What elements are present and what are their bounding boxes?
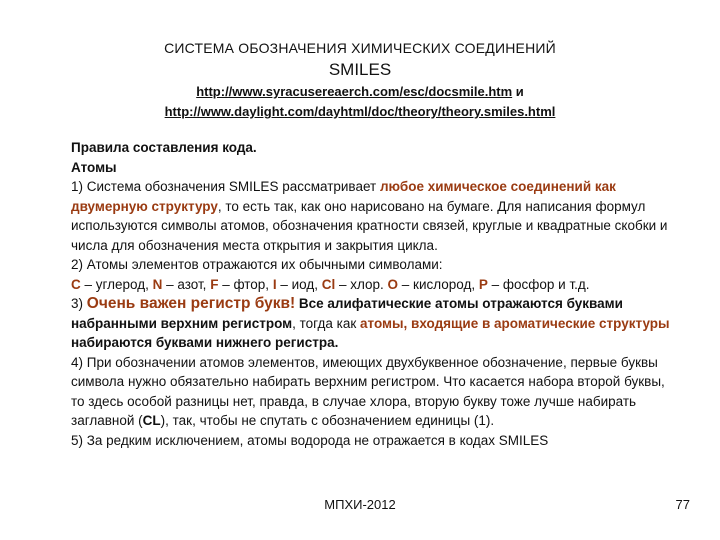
reference-links <box>0 82 720 122</box>
symbol-c-text: – углерод, <box>80 276 153 292</box>
rule-1-text-a: 1) Система обозначения SMILES рассматривает <box>71 179 380 194</box>
rule-4-text-a: 4) При обозначении атомов элементов, имеющих двухбуквенное обозначение, первые буквы символа нужно обязательно набирать верхним регистром. Что касается набора второй буквы, то здесь особой разницы нет, правда, в случае хлора, вторую букву тоже лучше набирать заглавной ( <box>71 354 665 428</box>
link-row-1 <box>0 82 720 102</box>
symbol-n: N <box>152 276 163 292</box>
rule-4 <box>71 353 671 431</box>
slide-body <box>71 138 671 450</box>
rule-4-cl: CL <box>142 413 161 428</box>
symbol-p: P <box>478 276 488 292</box>
symbol-n-text: – азот, <box>162 276 211 292</box>
symbol-i: I <box>272 276 277 292</box>
rule-3-number: 3) <box>71 296 87 311</box>
symbol-cl-text: – хлор. <box>335 276 388 292</box>
rule-3-bold-1: Все алифатические атомы отражаются буквами набранными верхним регистром <box>71 296 623 331</box>
symbol-o-text: – кислород, <box>398 276 479 292</box>
symbol-f: F <box>210 276 219 292</box>
symbol-c: C <box>71 276 81 292</box>
rule-2 <box>71 255 671 294</box>
rule-1-text-c: , то есть так, как оно нарисовано на бумаге. Для написания формул используются символы атомов, обозначения кратности связей, круглые и квадратные скобки и числа для обозначения места открытия и закрытия цикла. <box>71 198 668 253</box>
syracuse-link[interactable]: http://www.syracusereaerch.com/esc/docsmile.htm <box>196 84 513 99</box>
rule-1-highlight: любое химическое соединений как двумерную структуру <box>71 179 616 214</box>
atoms-heading: Атомы <box>71 159 117 175</box>
rule-3 <box>71 294 671 353</box>
rule-1 <box>71 177 671 255</box>
footer-label: МПХИ-2012 <box>324 497 396 512</box>
rule-3-bold-2: набираются буквами нижнего регистра. <box>71 335 339 350</box>
rule-3-accent-2: атомы, входящие в ароматические структуры <box>360 315 670 331</box>
link-conjunction: и <box>512 84 524 99</box>
slide-subtitle: SMILES <box>328 60 392 79</box>
symbol-f-text: – фтор, <box>218 276 273 292</box>
symbol-p-text: – фосфор и т.д. <box>487 276 590 292</box>
symbol-o: O <box>387 276 399 292</box>
link-row-2 <box>0 102 720 122</box>
symbol-cl: Cl <box>321 276 336 292</box>
rule-5: 5) За редким исключением, атомы водорода не отражается в кодах SMILES <box>71 432 549 448</box>
symbol-i-text: – иод, <box>276 276 322 292</box>
rule-2-intro: 2) Атомы элементов отражаются их обычными символами: <box>71 257 443 272</box>
rules-heading: Правила составления кода. <box>71 140 257 155</box>
rule-3-accent: Очень важен регистр букв! <box>86 295 296 312</box>
rule-4-text-b: ), так, чтобы не спутать с обозначением единицы (1). <box>160 413 495 428</box>
rule-3-mid: , тогда как <box>292 315 360 331</box>
daylight-link[interactable]: http://www.daylight.com/dayhtml/doc/theory/theory.smiles.html <box>164 104 556 119</box>
slide-title: СИСТЕМА ОБОЗНАЧЕНИЯ ХИМИЧЕСКИХ СОЕДИНЕНИЙ <box>164 40 556 56</box>
page-number: 77 <box>675 497 690 512</box>
